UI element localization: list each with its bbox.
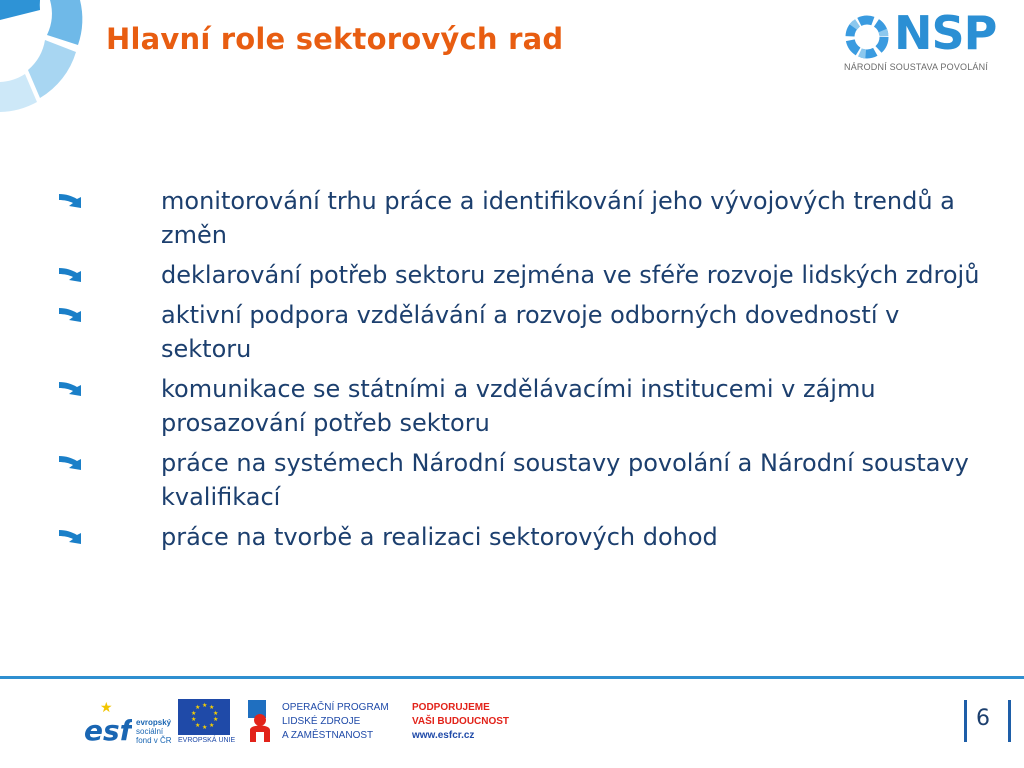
bullet-item: [0, 298, 1024, 366]
esf-logo-icon: [82, 698, 132, 744]
support-line-2: VAŠI BUDOUCNOST: [412, 716, 510, 727]
bullet-item: [0, 372, 1024, 440]
esf-label-1: evropský: [136, 718, 172, 727]
svg-text:★: ★: [191, 716, 197, 723]
bullet-text: práce na systémech Národní soustavy povolání a Národní soustavy kvalifikací: [161, 449, 969, 511]
svg-text:★: ★: [202, 724, 208, 731]
arrow-bullet-icon: [57, 381, 83, 397]
op-line-3: A ZAMĚSTNANOST: [282, 730, 374, 741]
logo-name: NSP: [894, 6, 997, 60]
nsp-logo-ring-icon: [844, 14, 890, 60]
svg-text:★: ★: [213, 710, 219, 717]
svg-text:★: ★: [100, 700, 113, 716]
slide-title: Hlavní role sektorových rad: [106, 22, 564, 56]
svg-text:★: ★: [195, 704, 201, 711]
arrow-bullet-icon: [57, 307, 83, 323]
footer-divider: [0, 676, 1024, 679]
esf-label-3: fond v ČR: [136, 736, 172, 745]
logo-subtitle: NÁRODNÍ SOUSTAVA POVOLÁNÍ: [844, 62, 989, 72]
bullet-item: [0, 446, 1024, 514]
op-lzz-logo-icon: [246, 698, 276, 744]
svg-text:★: ★: [202, 702, 208, 709]
bullet-item: [0, 184, 1024, 252]
svg-text:★: ★: [191, 710, 197, 717]
op-line-2: LIDSKÉ ZDROJE: [282, 716, 361, 727]
bullet-item: [0, 520, 1024, 554]
esf-label-2: sociální: [136, 727, 164, 736]
bullet-item: [0, 258, 1024, 292]
svg-text:★: ★: [213, 716, 219, 723]
op-line-1: OPERAČNÍ PROGRAM: [282, 702, 389, 713]
svg-text:★: ★: [195, 722, 201, 729]
bullet-text: komunikace se státními a vzdělávacími institucemi v zájmu prosazování potřeb sektoru: [161, 375, 876, 437]
page-number-separator-left: [964, 700, 967, 742]
bullet-text: aktivní podpora vzdělávání a rozvoje odborných dovedností v sektoru: [161, 301, 900, 363]
nsp-logo: [842, 6, 1012, 76]
bullet-text: monitorování trhu práce a identifikování jeho vývojových trendů a změn: [161, 187, 955, 249]
arrow-bullet-icon: [57, 193, 83, 209]
page-number-separator-right: [1008, 700, 1011, 742]
support-line-1: PODPORUJEME: [412, 702, 490, 713]
bullet-text: deklarování potřeb sektoru zejména ve sféře rozvoje lidských zdrojů: [161, 261, 980, 289]
eu-flag-icon: [178, 699, 230, 735]
arrow-bullet-icon: [57, 529, 83, 545]
page-number: 6: [976, 706, 990, 731]
footer-logos: [82, 696, 542, 748]
arrow-bullet-icon: [57, 455, 83, 471]
eu-label: EVROPSKÁ UNIE: [178, 737, 236, 744]
svg-text:esf: esf: [84, 714, 132, 744]
bullet-text: práce na tvorbě a realizaci sektorových dohod: [161, 523, 718, 551]
arrow-bullet-icon: [57, 267, 83, 283]
corner-decoration: [0, 0, 90, 115]
bullet-list: [0, 184, 1024, 560]
svg-text:★: ★: [209, 704, 215, 711]
support-url[interactable]: www.esfcr.cz: [412, 730, 475, 741]
svg-text:★: ★: [209, 722, 215, 729]
